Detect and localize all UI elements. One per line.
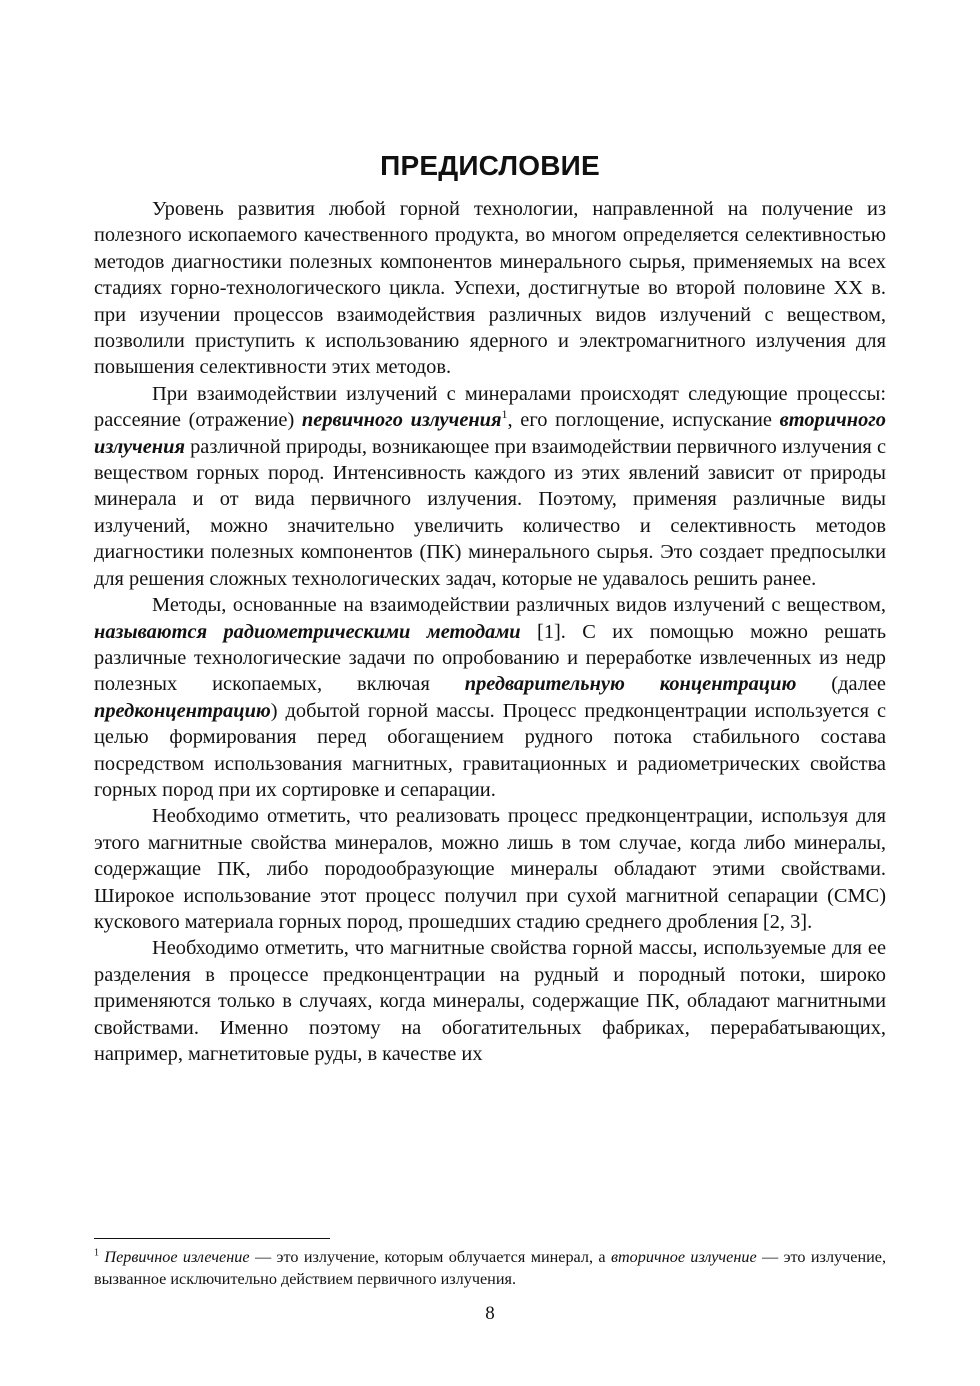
page-number: 8	[485, 1303, 495, 1324]
footnote	[94, 1246, 886, 1290]
paragraph-4: Необходимо отметить, что реализовать процесс предконцентрации, используя для этого магнитные свойства минералов, можно лишь в том случае, когда либо минералы, содержащие ПК, либо породообразующие минералы обладают этими свойствами. Широкое использование этот процесс получил при сухой магнитной сепарации (СМС) кускового материала горных пород, прошедших стадию среднего дробления [2, 3].	[94, 805, 886, 933]
paragraph-3-text-g: ) добытой горной массы. Процесс предконцентрации используется с целью формирования перед обогащением рудного потока стабильного состава посредством использования магнитных, гравитационных и радиометрических свойства горных пород при их сортировке и сепарации.	[94, 699, 886, 801]
paragraph-3	[94, 592, 886, 803]
footnote-text-b: — это излучение, которым облучается минерал, а	[249, 1248, 611, 1266]
footnote-divider	[94, 1238, 330, 1239]
paragraph-3-text-c: [1]. С их помощью можно решать различные технологические задачи по опробованию и переработке извлеченных из недр полезных ископаемых, включая	[94, 620, 886, 696]
paragraph-2	[94, 381, 886, 592]
paragraph-1: Уровень развития любой горной технологии, направленной на получение из полезного ископаемого качественного продукта, во многом определяется селективностью методов диагностики полезных компонентов минерального сырья, применяемых на всех стадиях горно-технологического цикла. Успехи, достигнутые во второй половине XX в. при изучении процессов взаимодействия различных видов излучений с веществом, позволили приступить к использованию ядерного и электромагнитного излучения для повышения селективности этих методов.	[94, 198, 886, 379]
footnote-reference: 1	[501, 407, 508, 422]
footnote-term-primary: Первичное излечение	[104, 1248, 250, 1266]
term-preliminary-concentration: предварительную концентрацию	[464, 673, 797, 696]
paragraph-3-text-e: (далее	[796, 673, 886, 696]
term-preconcentration: предконцентрацию	[94, 699, 271, 722]
footnote-text-d: — это излучение, вызванное исключительно действием первичного излучения.	[94, 1248, 887, 1288]
paragraph-2-text-a: При взаимодействии излучений с минералами происходят следующие процессы: рассеяние (отражение)	[94, 382, 886, 432]
paragraph-5: Необходимо отметить, что магнитные свойства горной массы, используемые для ее разделения в процессе предконцентрации на рудный и породный потоки, широко применяются только в случаях, когда минералы, содержащие ПК, обладают магнитными свойствами. Именно поэтому на обогатительных фабриках, перерабатывающих, например, магнетитовые руды, в качестве их	[94, 937, 886, 1065]
page-title: ПРЕДИСЛОВИЕ	[380, 150, 600, 181]
term-primary-radiation: первичного излучения	[301, 409, 502, 432]
paragraph-2-text-c: , его поглощение, испускание	[507, 409, 780, 432]
paragraph-3-text-a: Методы, основанные на взаимодействии различных видов излучений с веществом,	[152, 594, 886, 617]
footnote-mark: 1	[94, 1247, 99, 1259]
term-radiometric-methods: называются радиометрическими методами	[94, 620, 521, 643]
page-body	[94, 150, 886, 1067]
footnote-term-secondary: вторичное излучение	[610, 1248, 757, 1266]
paragraph-2-text-e: различной природы, возникающее при взаимодействии первичного излучения с веществом горных пород. Интенсивность каждого из этих явлений зависит от природы минерала и от вида первичного излучения. Поэтому, применяя различные виды излучений, можно значительно увеличить количество и селективность методов диагностики полезных компонентов (ПК) минерального сырья. Это создает предпосылки для решения сложных технологических задач, которые не удавалось решить ранее.	[94, 435, 886, 590]
term-secondary-radiation: вторичного излучения	[94, 409, 886, 458]
